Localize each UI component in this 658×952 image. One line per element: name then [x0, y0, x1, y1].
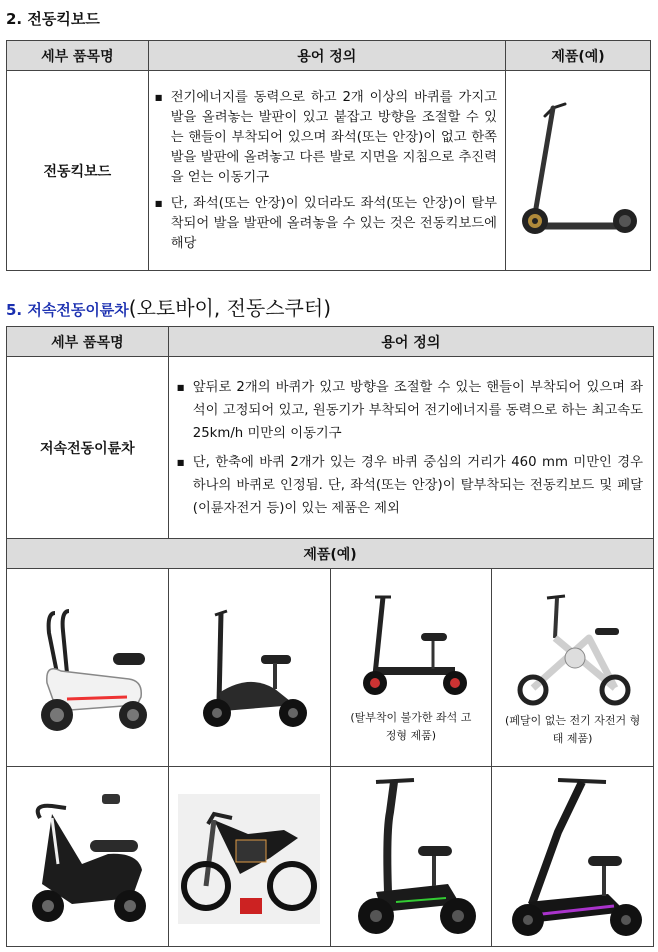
product-cell	[330, 767, 492, 947]
seated-scooter-image	[179, 593, 319, 743]
section2-title	[6, 292, 331, 321]
product-header: 제품(예)	[7, 539, 654, 569]
product-cell	[168, 767, 330, 947]
header-definition: 용어 정의	[168, 327, 653, 357]
product-cell	[492, 767, 654, 947]
section2-title-main: 5. 저속전동이륜차	[6, 301, 129, 319]
definition-item: ■ 전기에너지를 동력으로 하고 2개 이상의 바퀴를 가지고 발을 올려놓는 발판이 있고 붙잡고 방향을 조절할 수 있는 핸들이 부착되어 있으며 좌석(또는 안장)이 없고 한쪽 발을 발판에 올려놓고 다른 발로 지면을 지침으로 추진력을 얻는 이동기구	[155, 88, 497, 188]
low-speed-bike-table	[6, 326, 654, 947]
kickboard-image	[513, 96, 643, 246]
definition-item: ■ 단, 한축에 바퀴 2개가 있는 경우 바퀴 중심의 거리가 460 mm 미만인 경우 하나의 바퀴로 인정됨. 단, 좌석(또는 안장)이 탈부착되는 전동킥보드 및 페달(이륜자전거 등)이 있는 제품은 제외	[177, 451, 643, 520]
product-cell	[168, 569, 330, 767]
section2-title-suffix: (오토바이, 전동스쿠터)	[128, 296, 331, 320]
product-cell	[7, 767, 169, 947]
electric-dirtbike-image	[174, 774, 324, 939]
seated-scooter-image	[336, 772, 486, 942]
definition-item: ■ 앞뒤로 2개의 바퀴가 있고 방향을 조절할 수 있는 핸들이 부착되어 있으며 좌석이 고정되어 있고, 원동기가 부착되어 전기에너지를 동력으로 하는 최고속도 25km/h 미만의 이동기구	[177, 376, 643, 445]
product-image-cell	[506, 71, 651, 271]
product-caption: (페달이 없는 전기 자전거 형태 제품)	[505, 713, 641, 745]
header-name: 세부 품목명	[7, 41, 149, 71]
header-name: 세부 품목명	[7, 327, 169, 357]
electric-moped-image	[12, 774, 162, 939]
definition-cell	[168, 357, 653, 539]
seated-scooter-image	[498, 772, 648, 942]
definition-item: ■ 단, 좌석(또는 안장)이 있더라도 좌석(또는 안장)이 탈부착되어 발을 발판에 올려놓을 수 있는 것은 전동킥보드에 해당	[155, 194, 497, 254]
product-cell	[492, 569, 654, 767]
product-cell	[330, 569, 492, 767]
kickboard-table	[6, 40, 651, 271]
seated-scooter-image	[503, 588, 643, 708]
seated-scooter-image	[341, 591, 481, 701]
item-name: 전동킥보드	[7, 71, 149, 271]
product-caption: (탈부착이 불가한 좌석 고정형 제품)	[350, 710, 472, 742]
product-cell	[7, 569, 169, 767]
item-name: 저속전동이륜차	[7, 357, 169, 539]
header-product: 제품(예)	[506, 41, 651, 71]
seated-scooter-image	[17, 593, 157, 743]
header-definition: 용어 정의	[148, 41, 505, 71]
definition-cell	[148, 71, 505, 271]
section1-title: 2. 전동킥보드	[6, 10, 100, 28]
